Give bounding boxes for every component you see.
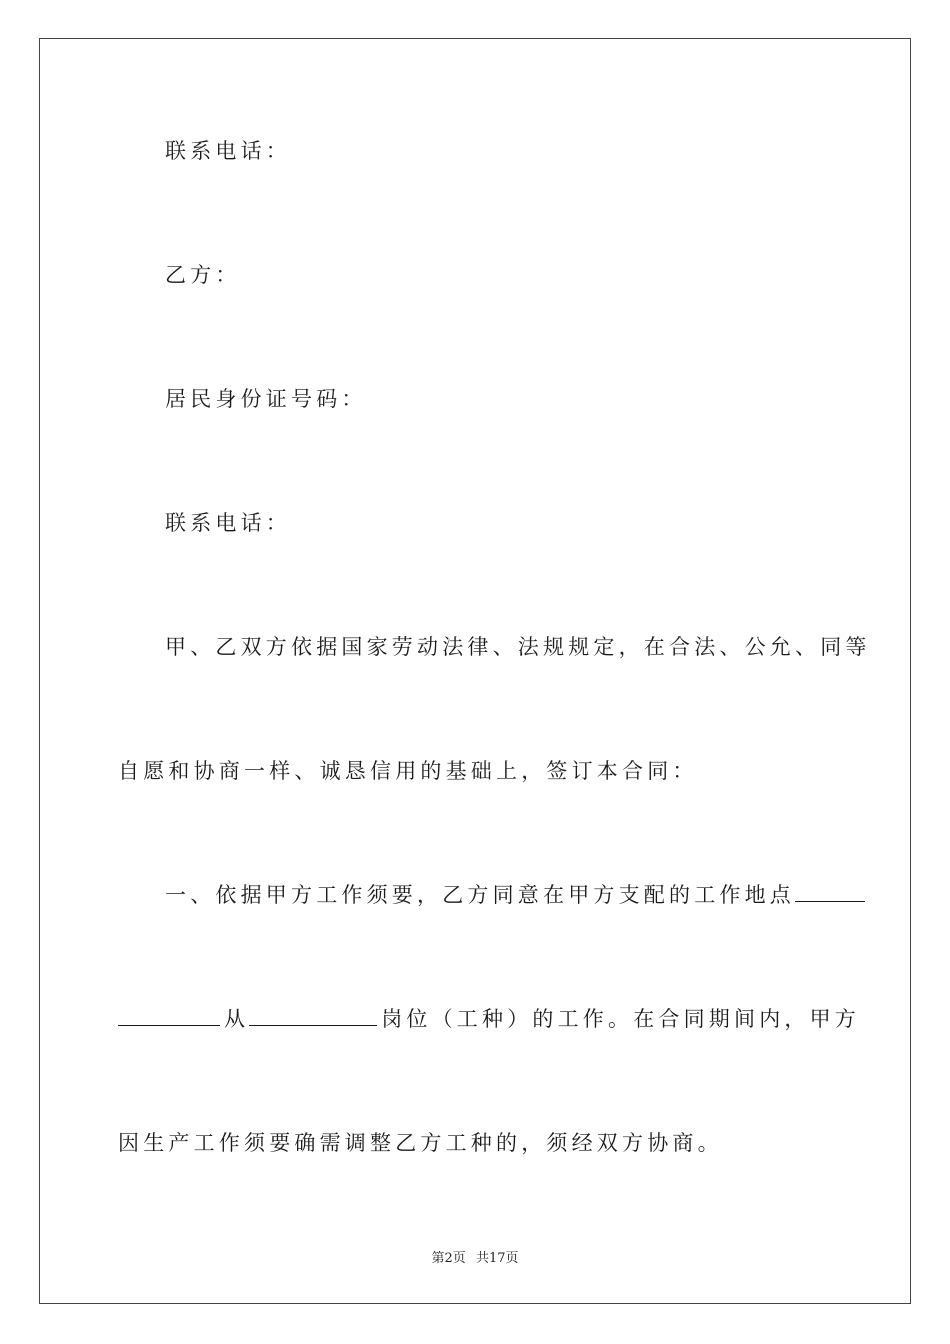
page-border [39, 38, 911, 1304]
agreement-paragraph-line-2: 自愿和协商一样、诚恳信用的基础上，签订本合同： [118, 759, 698, 783]
clause-one-text: 一、依据甲方工作须要，乙方同意在甲方支配的工作地点 [165, 883, 795, 907]
clause-one-line-1 [165, 880, 885, 910]
position-blank [249, 1007, 377, 1026]
clause-one-line-2 [118, 1004, 861, 1034]
contact-phone-line-2: 联系电话： [165, 511, 291, 535]
work-location-blank-cont [118, 1007, 220, 1026]
work-location-blank [795, 883, 865, 902]
contact-phone-line-1: 联系电话： [165, 139, 291, 163]
position-text: 岗位（工种）的工作。在合同期间内，甲方 [381, 1007, 861, 1031]
id-number-line: 居民身份证号码： [165, 387, 367, 411]
party-b-line: 乙方： [165, 263, 241, 287]
clause-one-line-3: 因生产工作须要确需调整乙方工种的，须经双方协商。 [118, 1131, 723, 1155]
page-number: 第2页 [431, 1251, 466, 1266]
total-pages: 共17页 [475, 1251, 519, 1266]
from-text: 从 [224, 1007, 250, 1031]
agreement-paragraph-line-1: 甲、乙双方依据国家劳动法律、法规规定，在合法、公允、同等 [165, 635, 871, 659]
page-footer [0, 1247, 950, 1266]
